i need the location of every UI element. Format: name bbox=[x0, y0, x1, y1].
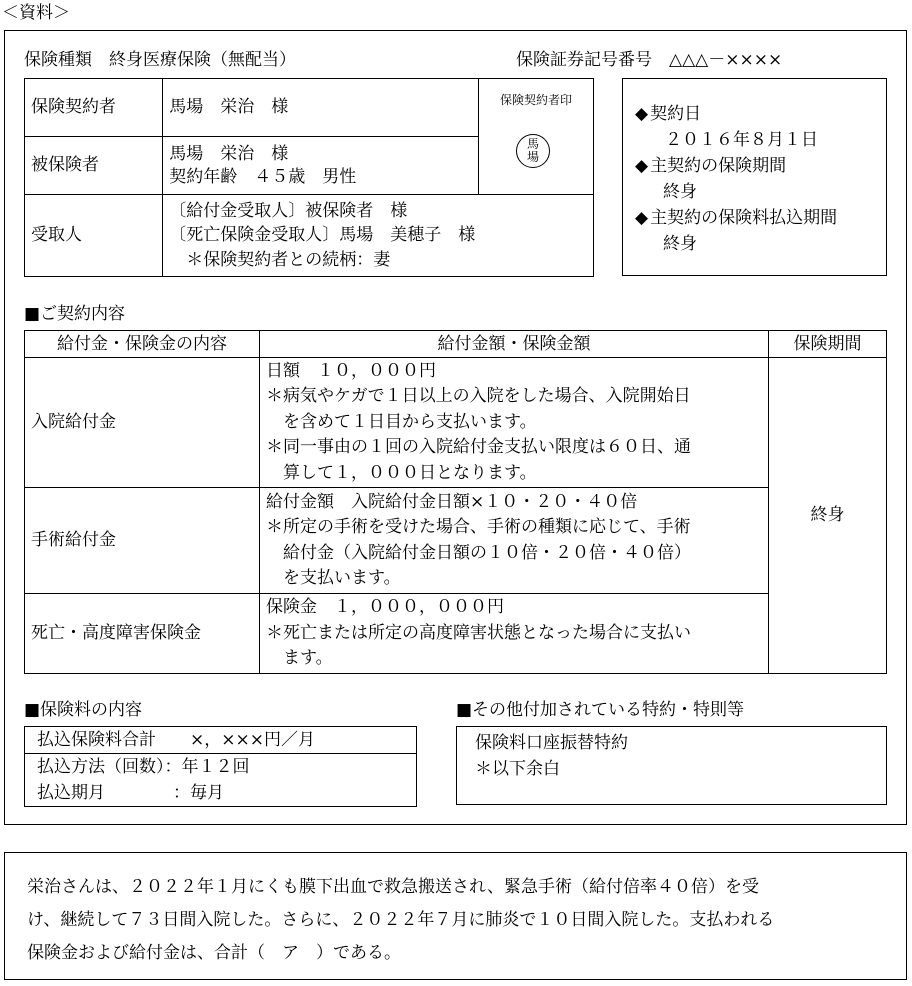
benefits-header-period: 保険期間 bbox=[769, 331, 887, 358]
rider-item: 保険料口座振替特約 bbox=[475, 733, 628, 753]
benefits-table bbox=[24, 330, 887, 674]
riders-box bbox=[456, 726, 887, 805]
policyholder-value: 馬場 栄治 様 bbox=[163, 79, 479, 137]
document-label: ＜資料＞ bbox=[2, 3, 70, 23]
coverage-period-label: 主契約の保険期間 bbox=[650, 156, 787, 176]
insured-label: 被保険者 bbox=[25, 137, 163, 195]
question-line: 保険金および給付金は、合計（ ア ）である。 bbox=[27, 943, 401, 963]
benefit-name-hospitalization: 入院給付金 bbox=[25, 358, 260, 488]
insured-value: 馬場 栄治 様 契約年齢 ４５歳 男性 bbox=[163, 137, 479, 195]
diamond-icon: ◆ bbox=[635, 156, 649, 176]
benefit-detail-death: 保険金 １，０００，０００円 ＊死亡または所定の高度障害状態となった場合に支払い ます。 bbox=[260, 594, 769, 674]
question-line: け、継続して７３日間入院した。さらに、２０２２年７月に肺炎で１０日間入院した。支払われる bbox=[27, 910, 775, 930]
benefits-period: 終身 bbox=[769, 358, 887, 674]
benefit-detail-hospitalization: 日額 １０，０００円 ＊病気やケガで１日以上の入院をした場合、入院開始日 を含めて１日目から支払います。 ＊同一事由の１回の入院給付金支払い限度は６０日、通 算して１，０００日となります。 bbox=[260, 358, 769, 488]
premium-table bbox=[24, 726, 417, 807]
benefit-detail-surgery: 給付金額 入院給付金日額×１０・２０・４０倍 ＊所定の手術を受けた場合、手術の種類に応じて、手術 給付金（入院給付金日額の１０倍・２０倍・４０倍） を支払います。 bbox=[260, 488, 769, 594]
premium-period-label: 主契約の保険料払込期間 bbox=[650, 208, 838, 228]
seal-label: 保険契約者印 bbox=[499, 93, 572, 107]
policyholder-label: 保険契約者 bbox=[25, 79, 163, 137]
diamond-icon: ◆ bbox=[635, 208, 649, 228]
benefits-header-amount: 給付金額・保険金額 bbox=[260, 331, 769, 358]
premium-frequency: 払込期月 ：毎月 bbox=[37, 783, 224, 803]
premium-period: 終身 bbox=[663, 234, 697, 254]
contract-section-title: ■ご契約内容 bbox=[24, 304, 126, 324]
contract-info-box bbox=[622, 78, 887, 276]
beneficiary-value: 〔給付金受取人〕被保険者 様 〔死亡保険金受取人〕馬場 美穂子 様 ＊保険契約者との続柄：妻 bbox=[163, 195, 594, 277]
insurance-type: 保険種類 終身医療保険（無配当） bbox=[24, 50, 296, 70]
contract-date-label: 契約日 bbox=[650, 104, 702, 124]
seal-stamp: 馬 場 bbox=[516, 134, 550, 168]
riders-section-title: ■その他付加されている特約・特則等 bbox=[456, 700, 745, 720]
seal-cell bbox=[478, 79, 593, 195]
premium-total: 払込保険料合計 ×，×××円／月 bbox=[25, 727, 417, 754]
benefit-name-surgery: 手術給付金 bbox=[25, 488, 260, 594]
parties-table bbox=[24, 78, 594, 277]
benefit-name-death: 死亡・高度障害保険金 bbox=[25, 594, 260, 674]
beneficiary-label: 受取人 bbox=[25, 195, 163, 277]
question-line: 栄治さんは、２０２２年１月にくも膜下出血で救急搬送され、緊急手術（給付倍率４０倍）を受 bbox=[27, 877, 760, 897]
contract-date: ２０１６年８月１日 bbox=[665, 130, 818, 150]
question-box bbox=[4, 852, 907, 980]
rider-note: ＊以下余白 bbox=[475, 759, 560, 779]
policy-number: 保険証券記号番号 △△△－×××× bbox=[516, 50, 783, 70]
premium-method-cell bbox=[25, 754, 417, 807]
premium-section-title: ■保険料の内容 bbox=[24, 700, 143, 720]
coverage-period: 終身 bbox=[663, 182, 697, 202]
premium-method: 払込方法（回数）：年１２回 bbox=[37, 757, 250, 777]
benefits-header-type: 給付金・保険金の内容 bbox=[25, 331, 260, 358]
diamond-icon: ◆ bbox=[635, 104, 649, 124]
